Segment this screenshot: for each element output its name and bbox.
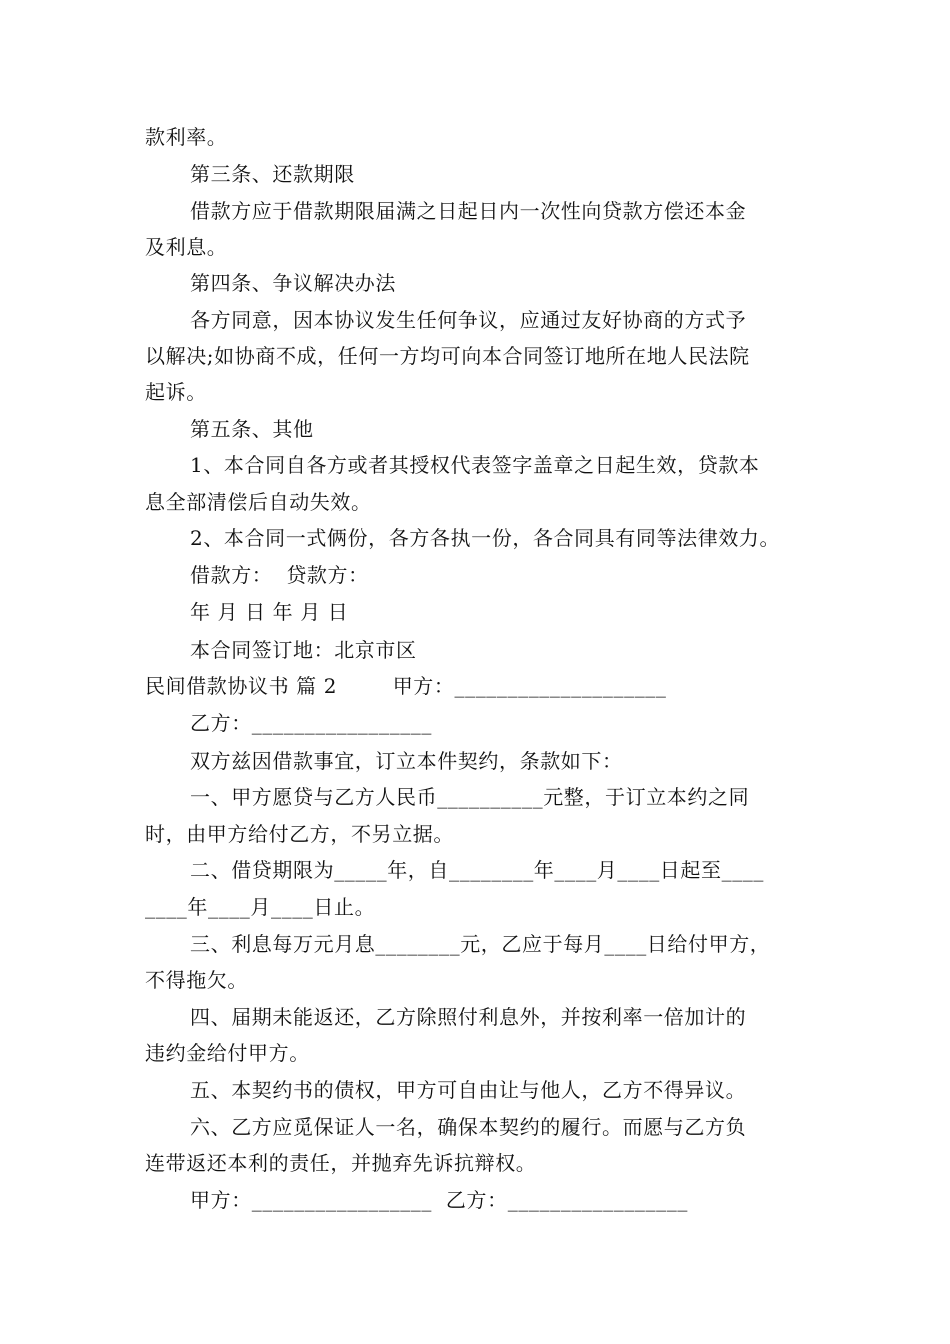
date-line: 年 月 日 年 月 日	[190, 600, 349, 624]
paragraph-line: 2、本合同一式俩份，各方各执一份，各合同具有同等法律效力。	[190, 526, 781, 550]
section-heading: 第五条、其他	[190, 417, 314, 441]
paragraph-line: 1、本合同自各方或者其授权代表签字盖章之日起生效，贷款本	[190, 453, 760, 477]
paragraph-line: 款利率。	[145, 125, 228, 149]
signature-line: 甲方：_________________ 乙方：_________________	[190, 1188, 688, 1212]
paragraph-line: 三、利息每万元月息________元，乙应于每月____日给付甲方，	[190, 932, 771, 956]
paragraph-line: 连带返还本利的责任，并抛弃先诉抗辩权。	[145, 1151, 537, 1175]
paragraph-line: 以解决;如协商不成，任何一方均可向本合同签订地所在地人民法院	[145, 344, 750, 368]
paragraph-line: 违约金给付甲方。	[145, 1041, 310, 1065]
paragraph-line: 及利息。	[145, 235, 228, 259]
section-heading: 第三条、还款期限	[190, 162, 355, 186]
paragraph-line: 时，由甲方给付乙方，不另立据。	[145, 822, 454, 846]
paragraph-line: 不得拖欠。	[145, 968, 248, 992]
section-heading: 第四条、争议解决办法	[190, 271, 396, 295]
signing-place: 本合同签订地：北京市区	[190, 638, 417, 662]
paragraph-line: 息全部清偿后自动失效。	[145, 490, 372, 514]
document-title-line: 民间借款协议书 篇 2 甲方：____________________	[145, 674, 667, 698]
paragraph-line: 五、本契约书的债权，甲方可自由让与他人，乙方不得异议。	[190, 1078, 747, 1102]
paragraph-line: 双方兹因借款事宜，订立本件契约，条款如下：	[190, 749, 623, 773]
party-b-line: 乙方：_________________	[190, 711, 432, 735]
paragraph-line: 六、乙方应觅保证人一名，确保本契约的履行。而愿与乙方负	[190, 1115, 747, 1139]
paragraph-line: 起诉。	[145, 380, 207, 404]
paragraph-line: 四、届期未能返还，乙方除照付利息外，并按利率一倍加计的	[190, 1005, 747, 1029]
paragraph-line: ____年____月____日止。	[145, 895, 376, 919]
paragraph-line: 一、甲方愿贷与乙方人民币__________元整，于订立本约之同	[190, 785, 750, 809]
signature-line: 借款方： 贷款方：	[190, 563, 369, 587]
paragraph-line: 借款方应于借款期限届满之日起日内一次性向贷款方偿还本金	[190, 199, 747, 223]
paragraph-line: 二、借贷期限为_____年，自________年____月____日起至____	[190, 858, 764, 882]
paragraph-line: 各方同意，因本协议发生任何争议，应通过友好协商的方式予	[190, 308, 747, 332]
